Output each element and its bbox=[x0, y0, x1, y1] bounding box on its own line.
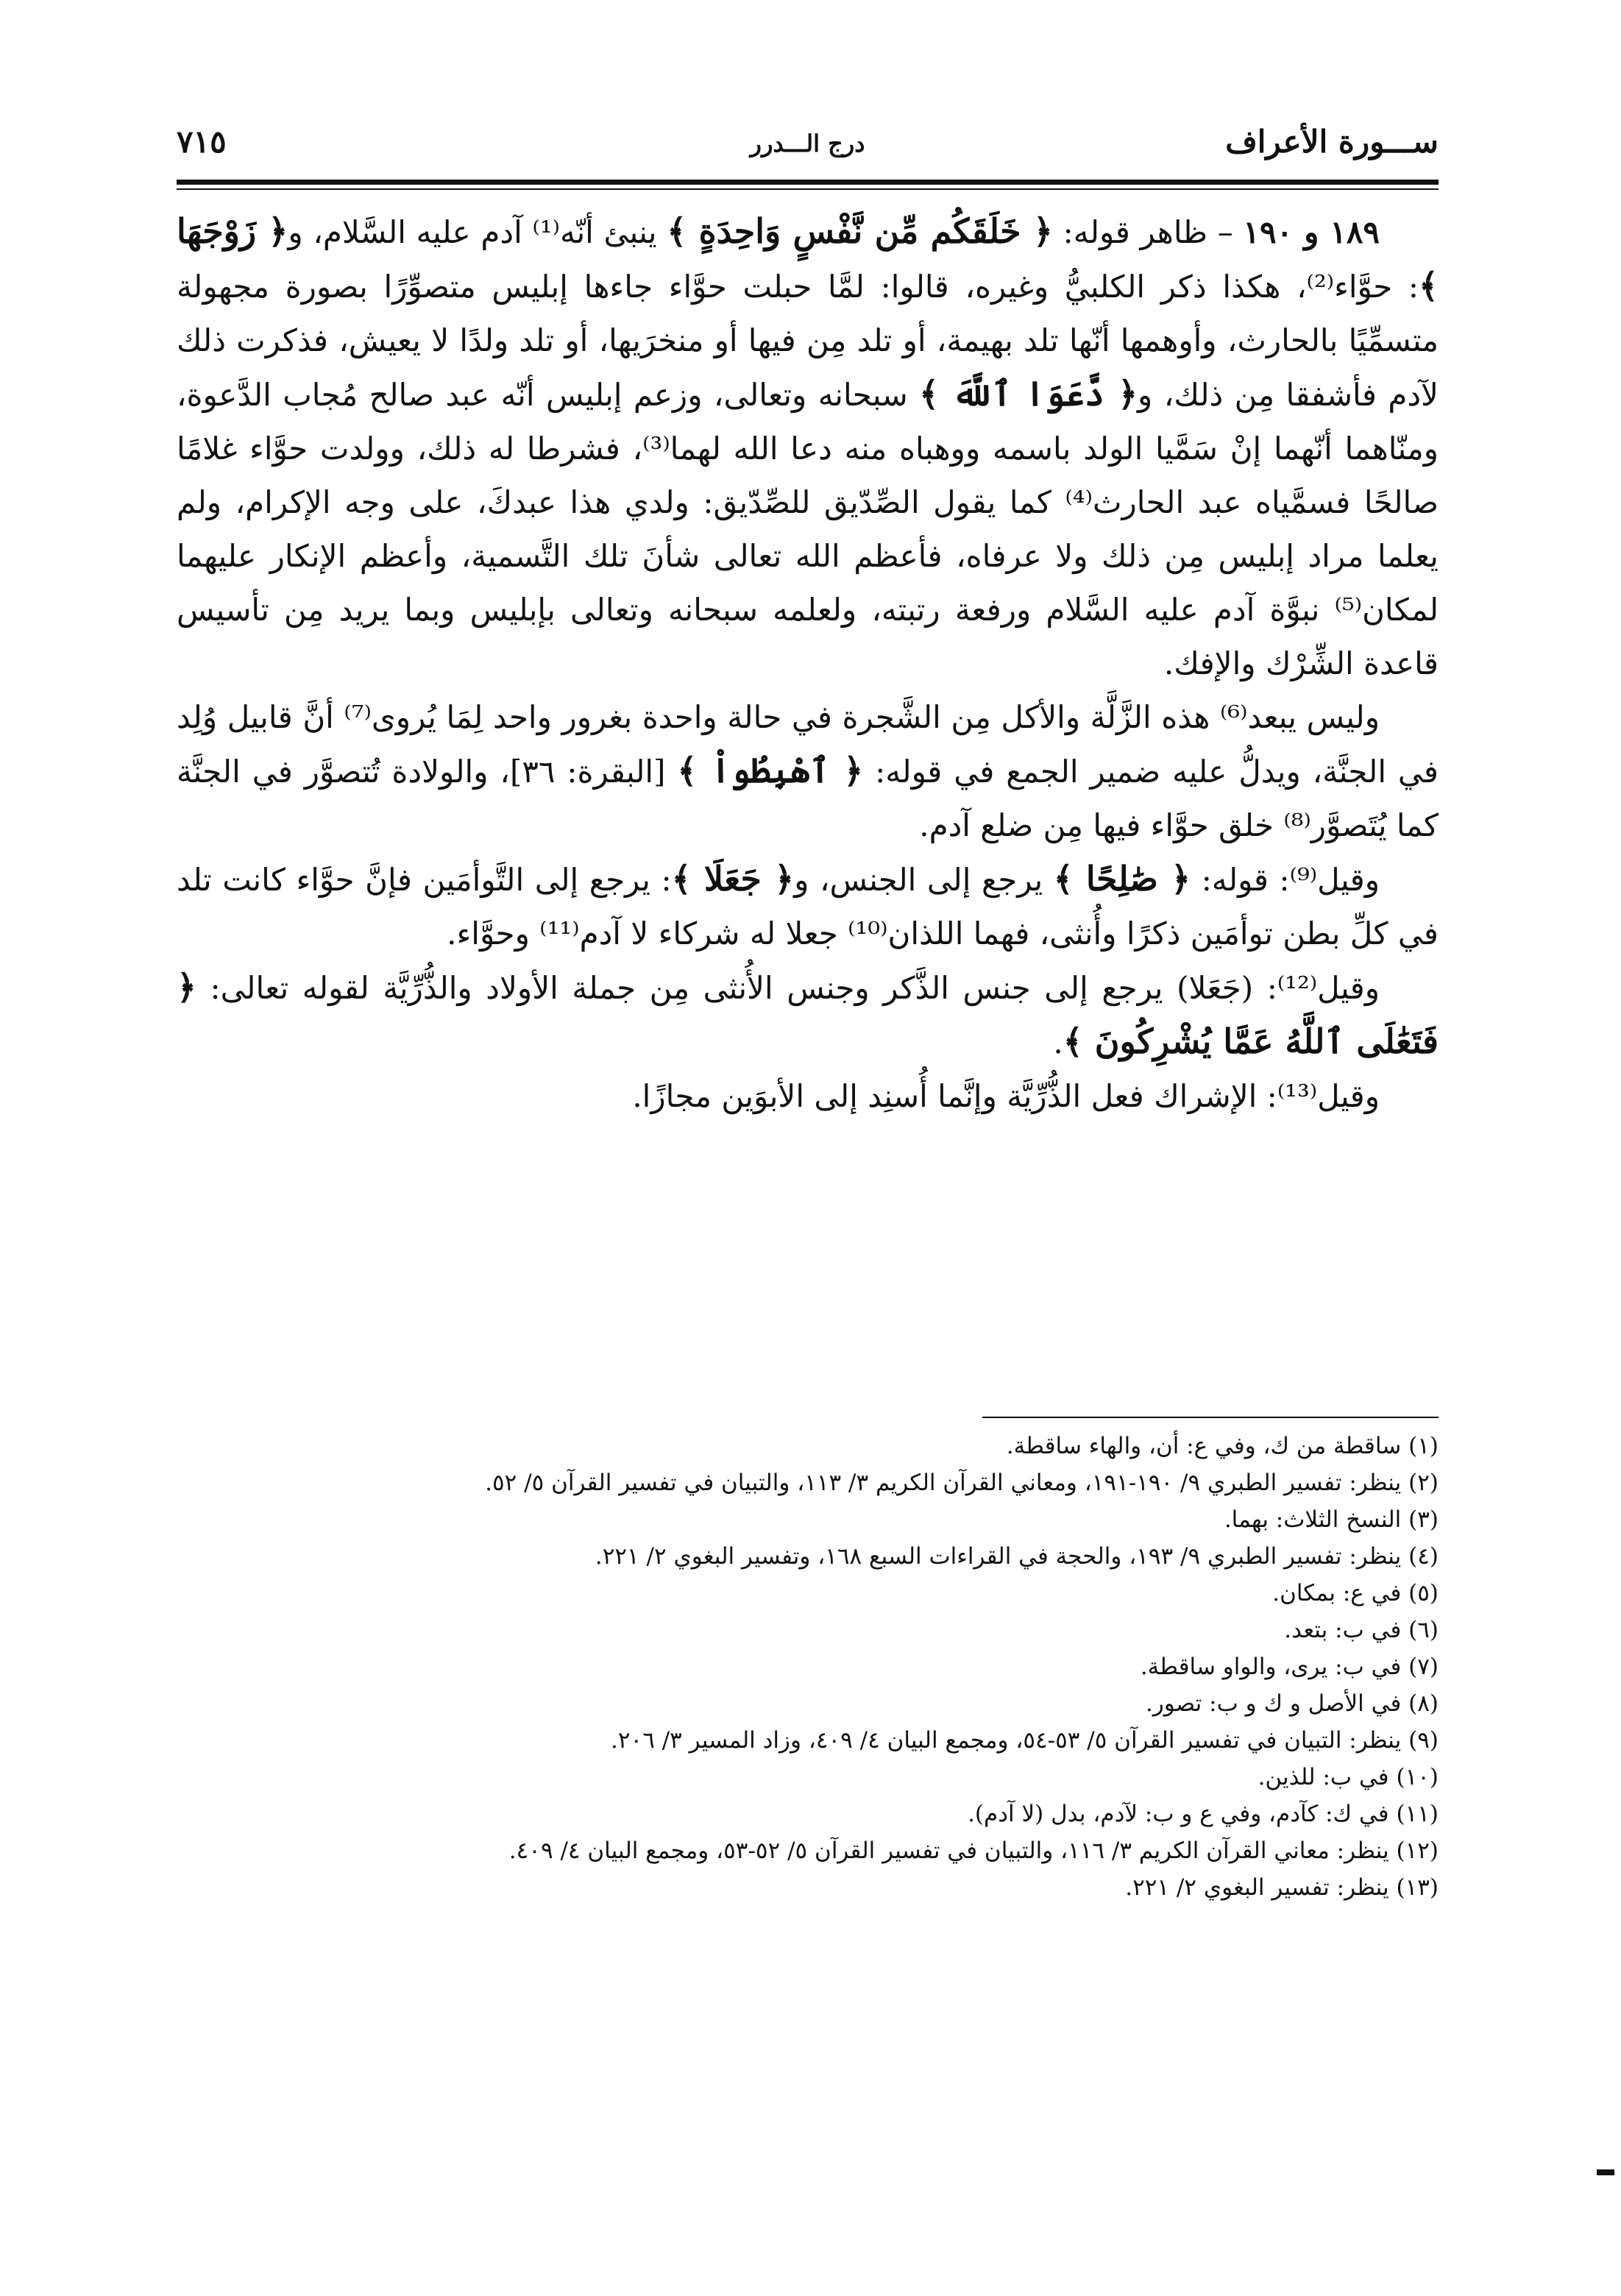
surah-title: ســـورة الأعراف bbox=[1225, 124, 1439, 160]
text-segment: : حوَّاء⁽²⁾، هكذا ذكر الكلبيُّ وغيره، قالوا: لمَّا حبلت حوَّاء جاءها إبليس متصوِّرًا بصورة مجهولة متسمِّيًا بالحارث، وأوهمها أنّها تلد بهيمة، أو تلد مِن فيها أو منخرَيها، أو تلد ولدًا لا يعيش، فذكرت ذلك لآدم فأشفقا مِن ذلك، و bbox=[177, 269, 1439, 413]
footnote: (٨) في الأصل و ك و ب: تصور. bbox=[1145, 1690, 1439, 1717]
paragraph-1 bbox=[177, 205, 1439, 690]
footnote: (٧) في ب: يرى، والواو ساقطة. bbox=[1140, 1654, 1439, 1680]
main-text bbox=[177, 205, 1439, 1123]
text-segment: ينبئ أنّه⁽¹⁾ آدم عليه السَّلام، و bbox=[288, 214, 667, 250]
running-header bbox=[177, 124, 1439, 175]
text-segment: – ظاهر قوله: bbox=[1052, 214, 1244, 250]
paragraph-4 bbox=[177, 960, 1439, 1069]
footnote: (١٣) ينظر: تفسير البغوي ٢/ ٢٢١. bbox=[1125, 1874, 1439, 1901]
page-number: ٧١٥ bbox=[177, 124, 227, 160]
quran-quote: ﴿ خَلَقَكُم مِّن نَّفْسٍ وَاحِدَةٍ ﴾ bbox=[667, 211, 1053, 251]
text-segment: : يرجع إلى التَّوأمَين فإنَّ حوَّاء كانت تلد في كلِّ بطن توأمَين ذكرًا وأُنثى، فهما اللذان⁽¹⁰⁾ جعلا له شركاء لا آدم⁽¹¹⁾ وحوَّاء. bbox=[177, 862, 1439, 952]
text-segment: يرجع إلى الجنس، و bbox=[794, 862, 1054, 898]
book-title: درج الـــدرر bbox=[750, 130, 865, 157]
footnote: (٢) ينظر: تفسير الطبري ٩/ ١٩٠-١٩١، ومعاني القرآن الكريم ٣/ ١١٣، والتبيان في تفسير القرآن ٥/ ٥٢. bbox=[485, 1470, 1439, 1496]
quran-quote: ﴿ فَتَعَٰلَى ٱللَّهُ عَمَّا يُشْرِكُونَ ﴾ bbox=[177, 967, 1439, 1061]
text-segment: وقيل⁽¹²⁾: (جَعَلا) يرجع إلى جنس الذَّكر وجنس الأُنثى مِن جملة الأولاد والذُّرِّيَّة لقوله تعالى: bbox=[196, 970, 1380, 1006]
paragraph-3 bbox=[177, 852, 1439, 960]
footnote: (١٠) في ب: للذين. bbox=[1258, 1764, 1439, 1790]
footnote: (٣) النسخ الثلاث: بهما. bbox=[1224, 1506, 1439, 1533]
quran-quote: ﴿ زَوْجَهَا ﴾ bbox=[177, 211, 1439, 305]
quran-quote: ﴿ ٱهْبِطُواْ ﴾ bbox=[677, 751, 864, 790]
text-segment: وقيل⁽⁹⁾: قوله: bbox=[1191, 862, 1380, 898]
footnote: (٥) في ع: بمكان. bbox=[1272, 1580, 1439, 1606]
footnote-separator bbox=[982, 1417, 1439, 1418]
footnote: (١) ساقطة من ك، وفي ع: أن، والهاء ساقطة. bbox=[1006, 1433, 1439, 1459]
footnote: (١١) في ك: كآدم، وفي ع و ب: لآدم، بدل (لا آدم). bbox=[968, 1801, 1439, 1827]
header-rule-thin bbox=[177, 188, 1439, 190]
quran-quote: ﴿ جَعَلَا ﴾ bbox=[671, 859, 795, 899]
quran-quote: ﴿ صَٰلِحًا ﴾ bbox=[1053, 859, 1191, 899]
text-segment: وقيل⁽¹³⁾: الإشراك فعل الذُّرِّيَّة وإنَّما أُسنِد إلى الأبوَين مجازًا. bbox=[632, 1078, 1380, 1114]
paragraph-2 bbox=[177, 690, 1439, 852]
paragraph-5 bbox=[177, 1069, 1439, 1123]
footnote: (٩) ينظر: التبيان في تفسير القرآن ٥/ ٥٣-٥٤، ومجمع البيان ٤/ ٤٠٩، وزاد المسير ٣/ ٢٠٦. bbox=[611, 1727, 1439, 1754]
text-segment: [البقرة: ٣٦]، والولادة تُتصوَّر في الجنَّة كما يُتَصوَّر⁽⁸⁾ خلق حوَّاء فيها مِن ضلع آدم. bbox=[177, 754, 1439, 843]
header-rule-thick bbox=[177, 180, 1439, 185]
footnote: (٤) ينظر: تفسير الطبري ٩/ ١٩٣، والحجة في القراءات السبع ١٦٨، وتفسير البغوي ٢/ ٢٢١. bbox=[595, 1543, 1439, 1570]
scan-edge-mark bbox=[1597, 2169, 1614, 2175]
footnotes bbox=[188, 1428, 1439, 1906]
verse-numbers: ١٨٩ و ١٩٠ bbox=[1243, 214, 1380, 250]
text-segment: . bbox=[1053, 1024, 1063, 1060]
quran-quote: ﴿ دَّعَوَا ٱللَّهَ ﴾ bbox=[919, 374, 1138, 414]
footnote: (٦) في ب: بتعد. bbox=[1284, 1617, 1439, 1643]
text-segment: سبحانه وتعالى، وزعم إبليس أنّه عبد صالح مُجاب الدَّعوة، ومنّاهما أنّهما إنْ سَمَّيا الولد باسمه ووهباه منه دعا الله لهما⁽³⁾، فشرطا له ذلك، وولدت حوَّاء غلامًا صالحًا فسمَّياه عبد الحارث⁽⁴⁾ كما يقول الصِّدّيق للصِّدّيق: ولدي هذا عبدكَ، على وجه الإكرام، ولم يعلما مراد إبليس مِن ذلك ولا عرفاه، فأعظم الله تعالى شأنَ تلك التَّسمية، وأعظم الإنكار عليهما لمكان⁽⁵⁾ نبوَّة آدم عليه السَّلام ورفعة رتبته، ولعلمه سبحانه وتعالى بإبليس وبما يريد مِن تأسيس قاعدة الشِّرْك والإفك. bbox=[177, 377, 1439, 681]
footnote: (١٢) ينظر: معاني القرآن الكريم ٣/ ١١٦، والتبيان في تفسير القرآن ٥/ ٥٢-٥٣، ومجمع البيان ٤/ ٤٠٩. bbox=[508, 1838, 1439, 1864]
text-segment: وليس يبعد⁽⁶⁾ هذه الزَّلَّة والأكل مِن الشَّجرة في حالة واحدة بغرور واحد لِمَا يُروى⁽⁷⁾ أنَّ قابيل وُلِد في الجنَّة، ويدلُّ عليه ضمير الجمع في قوله: bbox=[177, 699, 1439, 790]
